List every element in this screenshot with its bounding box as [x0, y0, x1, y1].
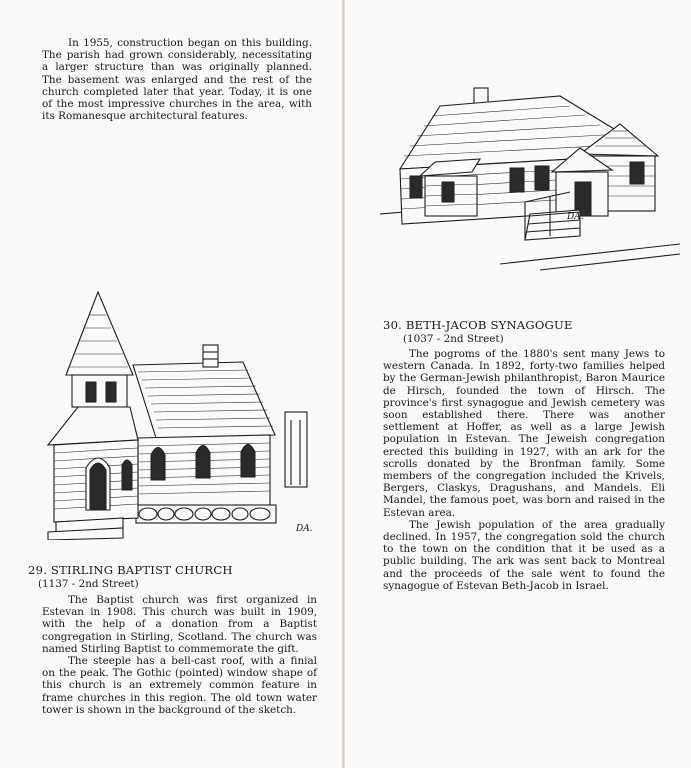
- beth-jacob-synagogue-sketch: [380, 84, 680, 274]
- right-page: [345, 0, 691, 768]
- intro-text: [42, 37, 312, 122]
- entry-heading: 29. STIRLING BAPTIST CHURCH: [28, 563, 233, 577]
- entry-29: [28, 563, 318, 716]
- intro-paragraph: In 1955, construction began on this building. The parish had grown considerably, necessitating a larger structure than was originally planned. The basement was enlarged and the rest of the church completed later that year. Today, it is one of the most impressive churches in the area, with its Romanesque architectural features.: [42, 37, 312, 123]
- entry-address: (1137 - 2nd Street): [38, 578, 139, 590]
- entry-address: (1037 - 2nd Street): [403, 333, 504, 345]
- left-page: [0, 0, 344, 768]
- entry-paragraph: The Baptist church was first organized in Estevan in 1908. This church was built in 1909, with the help of a donation from a Baptist congregation in Stirling, Scotland. The church was named Stirling Baptist to commemorate the gift.: [42, 594, 317, 655]
- entry-body: [383, 348, 665, 592]
- stirling-baptist-church-sketch: [38, 290, 338, 540]
- entry-paragraph: The Jewish population of the area gradually declined. In 1957, the congregation sold the church to the town on the condition that it be used as a public building. The ark was sent back to Montreal and the proceeds of the sale went to found the synagogue of Estevan Beth-Jacob in Israel.: [383, 518, 665, 592]
- sketch-signature-left: DA.: [296, 524, 313, 534]
- sketch-signature-right: DA.: [567, 212, 584, 222]
- entry-heading: 30. BETH-JACOB SYNAGOGUE: [383, 318, 573, 332]
- entry-paragraph: The pogroms of the 1880's sent many Jews to western Canada. In 1892, forty-two families helped by the German-Jewish philanthropist, Baron Maurice de Hirsch, founded the town of Hirsch. The province's first synagogue and Jewish cemetery was soon established there. There was another settlement at Hoffer, as well as a large Jewish population in Estevan. The Jeweish congregation erected this building in 1927, with an ark for the scrolls donated by the Bronfman family. Some members of the congregation included the Krivels, Bergers, Claskys, Dragushans, and Mandels. Eli Mandel, the famous poet, was born and raised in the Estevan area.: [383, 348, 665, 519]
- entry-body: [42, 594, 317, 716]
- entry-paragraph: The steeple has a bell-cast roof, with a finial on the peak. The Gothic (pointed) window shape of this church is an extremely common feature in frame churches in this region. The old town water tower is shown in the background of the sketch.: [42, 655, 317, 716]
- entry-30: [383, 318, 665, 592]
